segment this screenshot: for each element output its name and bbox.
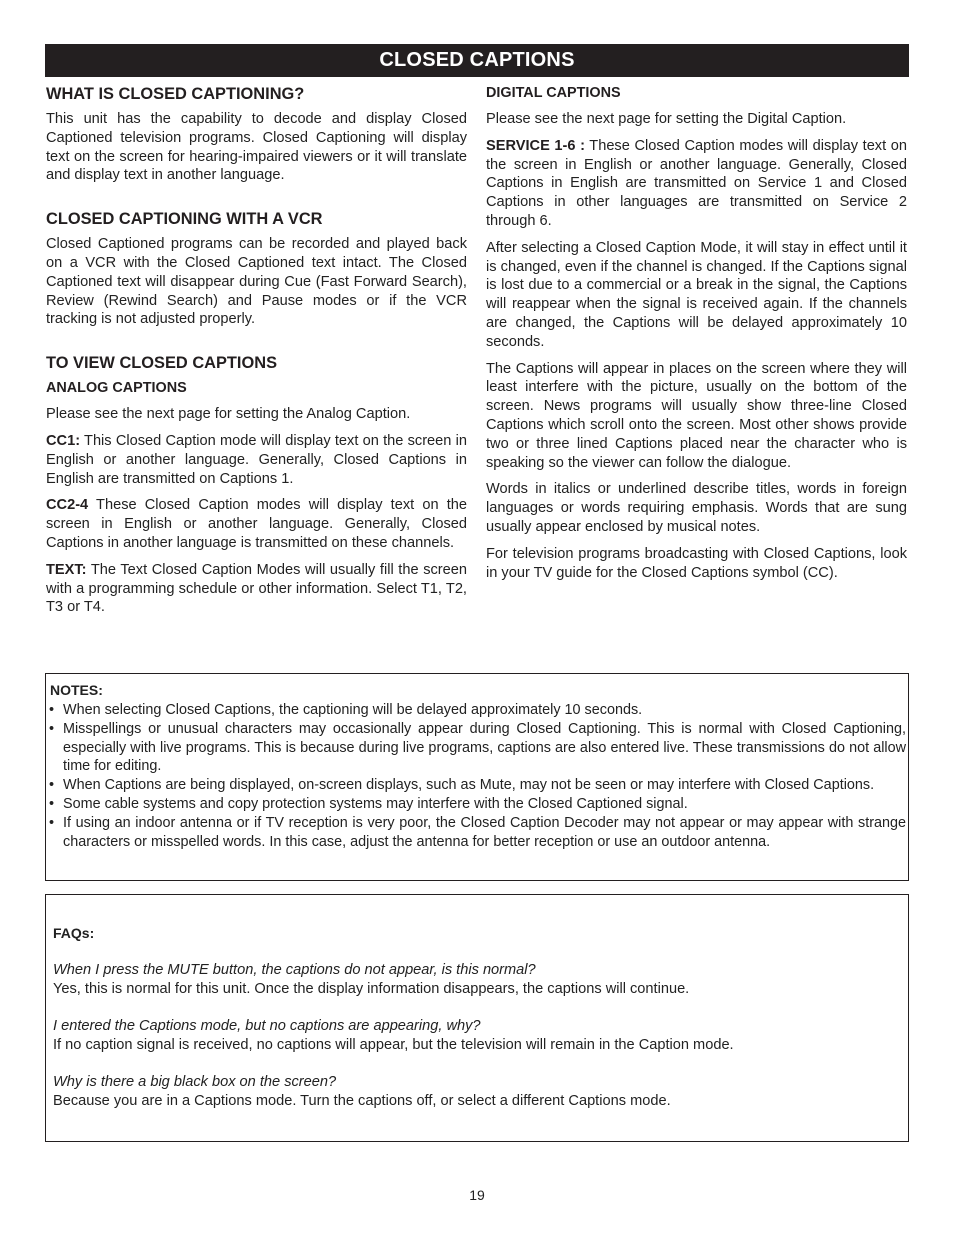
- cc1-paragraph: [46, 432, 467, 488]
- cc1-body: This Closed Caption mode will display text on the screen in English or another language. Generally, Closed Captions in English are transmitted on Captions 1.: [46, 432, 467, 487]
- bullet-icon: •: [49, 777, 55, 794]
- faq-answer: Yes, this is normal for this unit. Once the display information disappears, the captions will continue.: [53, 981, 690, 997]
- right-column: [486, 84, 907, 590]
- cc24-term: CC2-4: [46, 497, 89, 514]
- faq-question: Why is there a big black box on the screen?: [53, 1074, 337, 1090]
- faq-item: [53, 1017, 903, 1055]
- what-is-cc-heading: WHAT IS CLOSED CAPTIONING?: [46, 85, 305, 103]
- cc24-body: These Closed Caption modes will display text on the screen in English or another language. Generally, Closed Captions in another language is transmitted on these channels.: [46, 497, 467, 551]
- text-body: The Text Closed Caption Modes will usually fill the screen with a programming schedule or other information. Select T1, T2, T3 or T4.: [46, 561, 467, 616]
- service-paragraph: [486, 137, 907, 231]
- cc-vcr-heading: CLOSED CAPTIONING WITH A VCR: [46, 210, 323, 229]
- text-term: TEXT:: [46, 561, 87, 578]
- faq-box: [45, 894, 909, 1142]
- digital-intro: Please see the next page for setting the Digital Caption.: [486, 111, 847, 127]
- note-item: [46, 795, 906, 814]
- note-text: Some cable systems and copy protection systems may interfere with the Closed Captioned signal.: [63, 795, 688, 812]
- bullet-icon: •: [49, 720, 55, 737]
- bullet-icon: •: [49, 814, 55, 831]
- cc1-term: CC1:: [46, 432, 81, 449]
- note-item: [46, 701, 906, 720]
- cc-vcr-body: Closed Captioned programs can be recorded and played back on a VCR with the Closed Captioned text intact. The Closed Captioned text will disappear during Cue (Fast Forward Search), Review (Rewind Search) and Pause modes or if the VCR tracking is not adjusted properly.: [46, 236, 467, 328]
- note-item: [46, 776, 906, 795]
- faq-answer: Because you are in a Captions mode. Turn the captions off, or select a different Captions mode.: [53, 1093, 671, 1109]
- bullet-icon: •: [49, 702, 55, 718]
- cc24-paragraph: [46, 496, 467, 552]
- italics-paragraph: Words in italics or underlined describe titles, words in foreign languages or words requiring emphasis. Words that are sung usually appear enclosed by musical notes.: [486, 481, 907, 535]
- faq-question: When I press the MUTE button, the captions do not appear, is this normal?: [53, 962, 536, 978]
- what-is-cc-body: This unit has the capability to decode and display Closed Captioned television programs. Closed Captioning will display text on the screen for hearing-impaired viewers or it will translate and display text in another language.: [46, 111, 467, 184]
- note-text: If using an indoor antenna or if TV reception is very poor, the Closed Caption Decoder may not appear or may appear with strange characters or misspelled words. In this case, adjust the antenna for better reception or use an outdoor antenna.: [63, 814, 906, 850]
- faq-item: [53, 1073, 903, 1111]
- note-text: When Captions are being displayed, on-screen displays, such as Mute, may not be seen or may interfere with Closed Captions.: [63, 777, 875, 794]
- note-text: When selecting Closed Captions, the captioning will be delayed approximately 10 seconds.: [63, 702, 643, 718]
- view-cc-heading: TO VIEW CLOSED CAPTIONS: [46, 354, 278, 373]
- faq-item: [53, 961, 903, 999]
- analog-intro: Please see the next page for setting the Analog Caption.: [46, 406, 411, 423]
- page-title: CLOSED CAPTIONS: [45, 44, 909, 77]
- notes-box: [45, 673, 909, 881]
- text-paragraph: [46, 561, 467, 617]
- notes-list: [46, 701, 906, 851]
- faq-answer: If no caption signal is received, no captions will appear, but the television will remain in the Caption mode.: [53, 1037, 734, 1053]
- left-column: [46, 84, 467, 625]
- faq-heading: FAQs:: [53, 925, 95, 941]
- analog-captions-heading: ANALOG CAPTIONS: [46, 380, 187, 397]
- note-item: [46, 814, 906, 852]
- tv-guide-paragraph: For television programs broadcasting with Closed Captions, look in your TV guide for the Closed Captions symbol (CC).: [486, 545, 907, 581]
- bullet-icon: •: [49, 795, 55, 812]
- after-selecting-paragraph: After selecting a Closed Caption Mode, it will stay in effect until it is changed, even if the channel is changed. If the Captions signal is lost due to a commercial or a break in the signal, the Captions will reappear when the signal is received again. If the channels are changed, the Captions will be delayed approximately 10 seconds.: [486, 239, 907, 350]
- page-number: 19: [469, 1187, 485, 1203]
- notes-heading: NOTES:: [50, 682, 103, 698]
- caption-placement-paragraph: The Captions will appear in places on the screen where they will least interfere with the picture, usually on the bottom of the screen. News programs will usually show three-line Closed Captions which scroll onto the screen. Most other shows provide two or three lined Captions placed near the character who is speaking so the viewer can follow the dialogue.: [486, 360, 907, 471]
- note-item: [46, 720, 906, 776]
- digital-captions-heading: DIGITAL CAPTIONS: [486, 85, 621, 101]
- note-text: Misspellings or unusual characters may occasionally appear during Closed Captioning. This is normal with Closed Captioning, especially with live programs. This is because during live programs, captions are also entered live. These transmissions do not allow time for editing.: [63, 720, 906, 775]
- faq-question: I entered the Captions mode, but no captions are appearing, why?: [53, 1018, 481, 1034]
- service-term: SERVICE 1-6 :: [486, 137, 585, 154]
- service-body: These Closed Caption modes will display text on the screen in English or another language. Generally, Closed Captions in English are transmitted on Service 1 and Closed Captions in other languages are transmitted on Service 2 through 6.: [486, 137, 907, 229]
